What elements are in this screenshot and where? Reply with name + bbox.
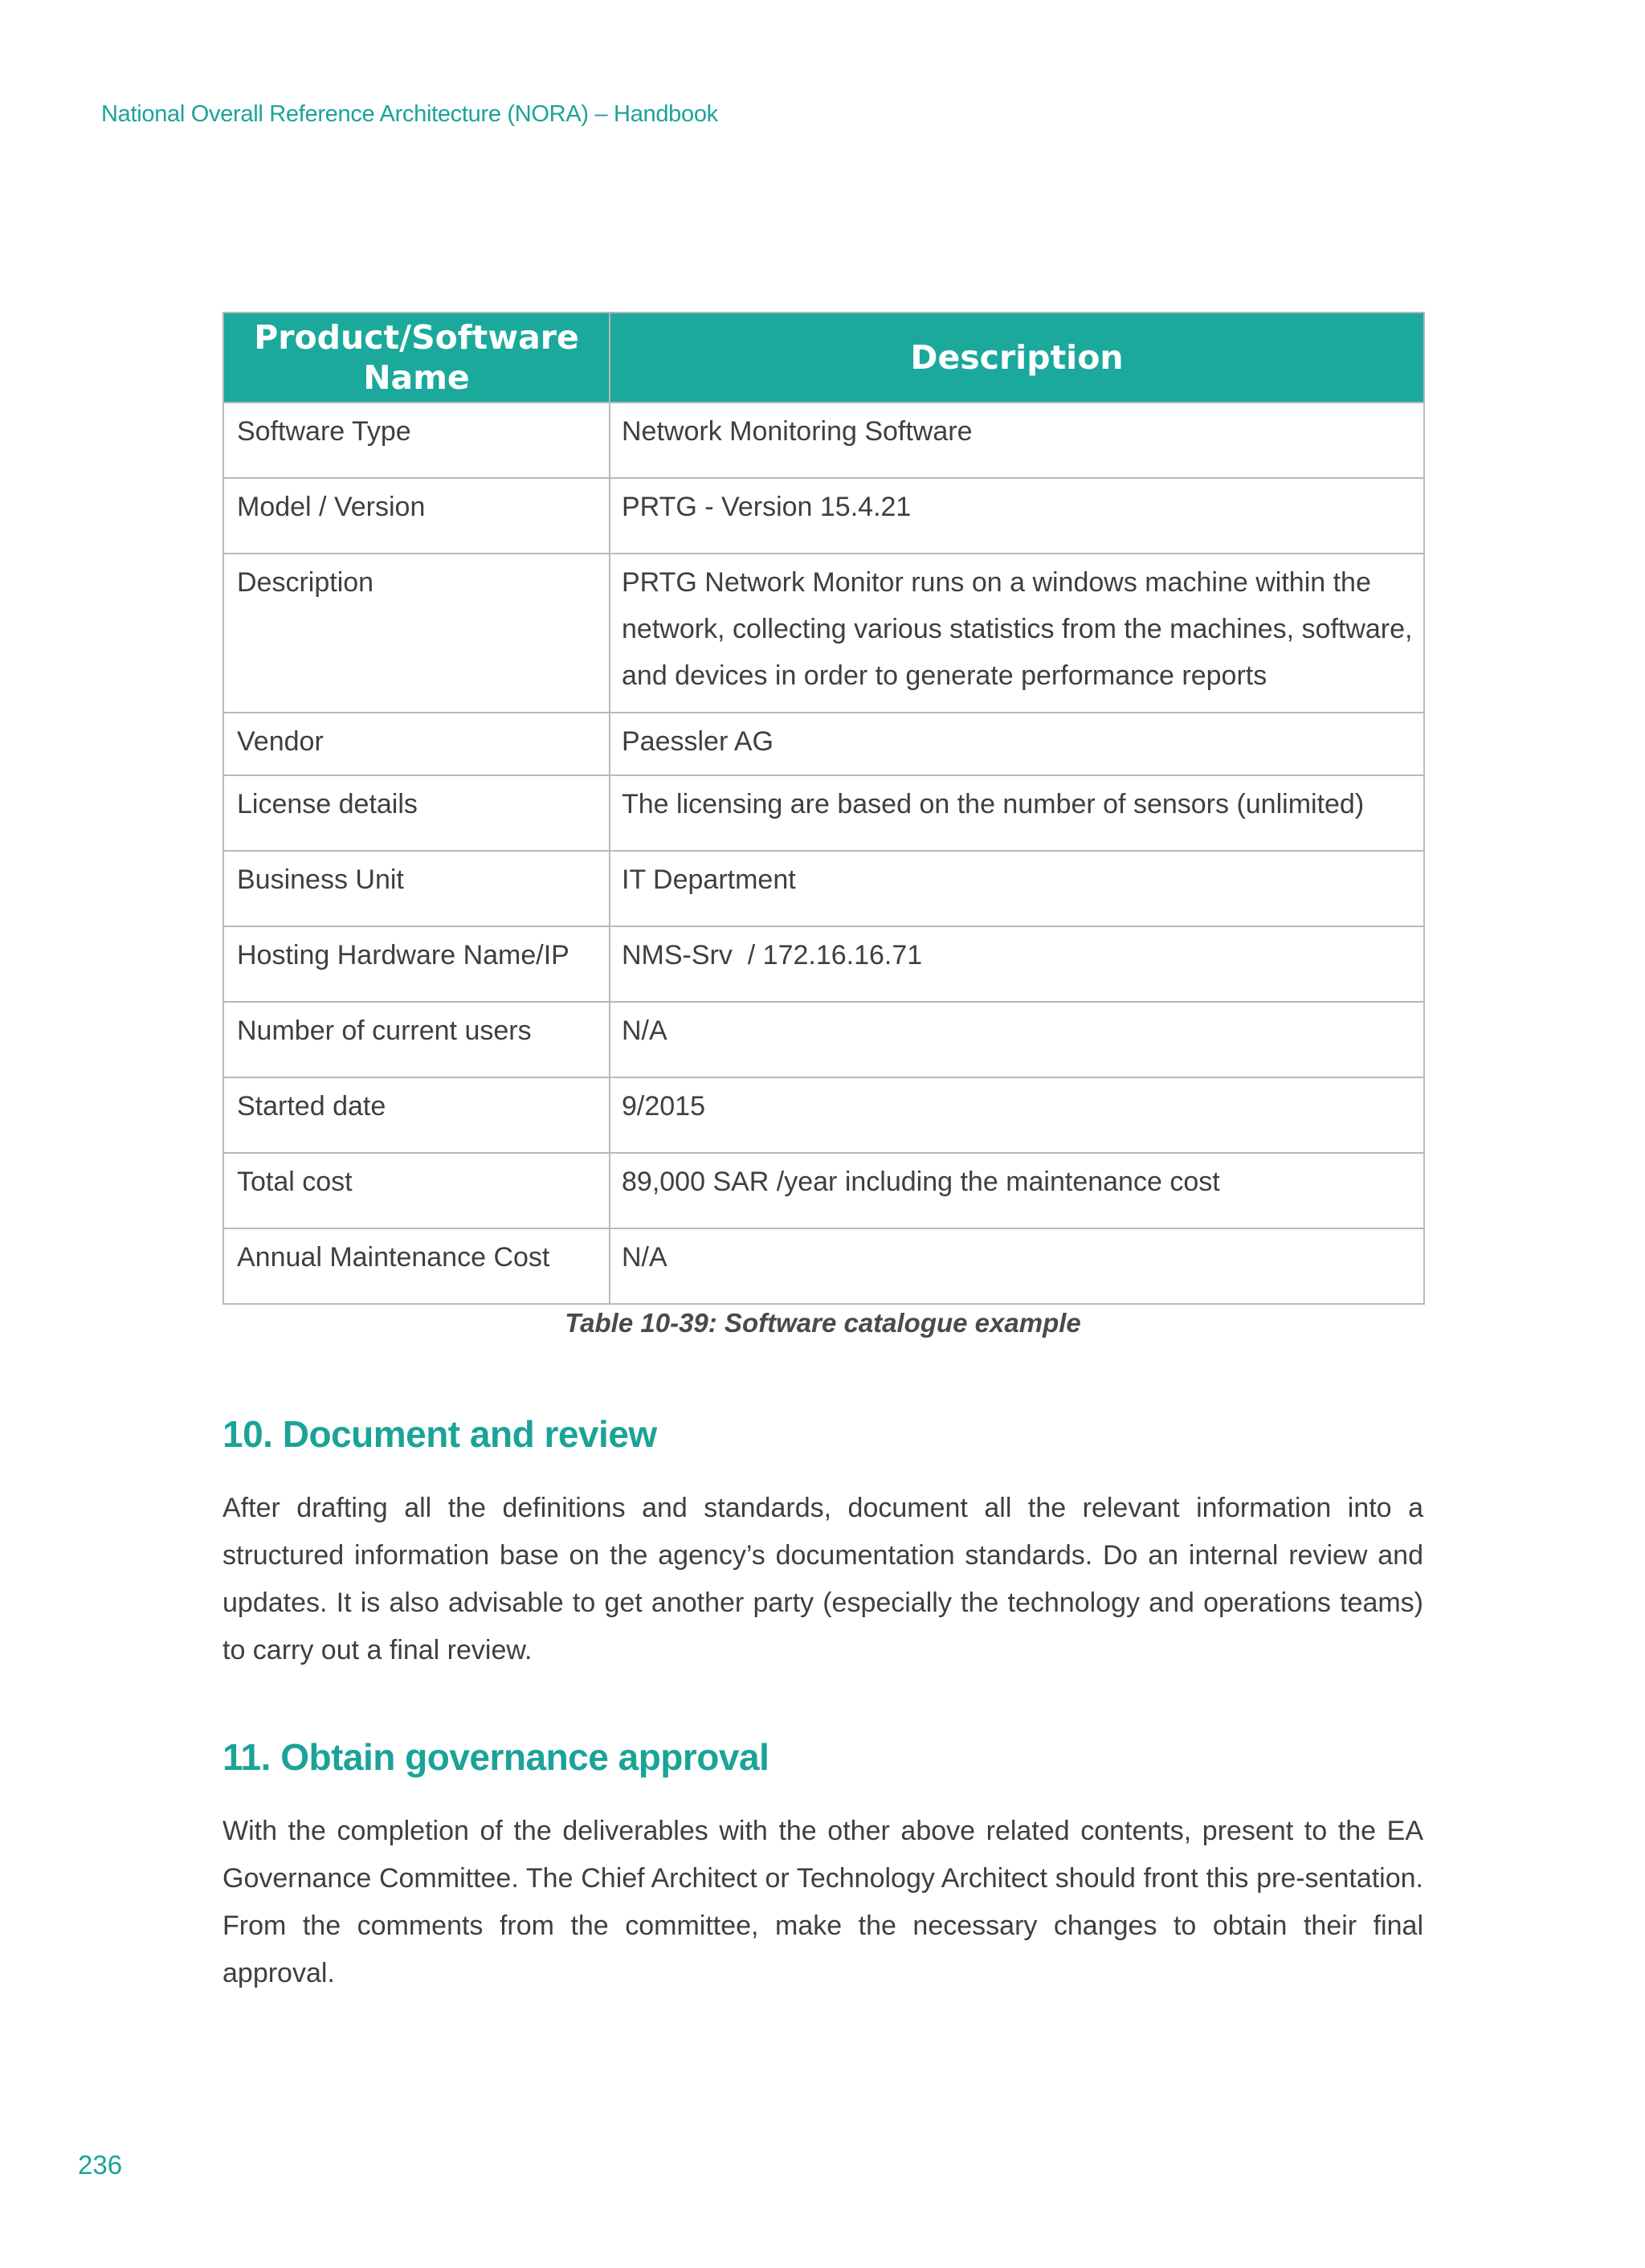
row-label: Hosting Hardware Name/IP: [223, 926, 610, 1002]
table-row: [223, 403, 1424, 478]
row-label: Annual Maintenance Cost: [223, 1228, 610, 1304]
table-row: [223, 554, 1424, 713]
row-label: Vendor: [223, 713, 610, 775]
software-catalogue-table: [222, 312, 1425, 1305]
row-label: Business Unit: [223, 851, 610, 926]
table-row: [223, 775, 1424, 851]
row-value: The licensing are based on the number of sensors (unlimited): [610, 775, 1424, 851]
table-row: [223, 1002, 1424, 1077]
section-heading-document-review: 10. Document and review: [222, 1413, 657, 1455]
table-caption: Table 10-39: Software catalogue example: [565, 1308, 1081, 1338]
table-row: [223, 478, 1424, 554]
table-row: [223, 851, 1424, 926]
column-header-name: Product/Software Name: [223, 313, 610, 403]
row-label: Number of current users: [223, 1002, 610, 1077]
row-value: 89,000 SAR /year including the maintenance cost: [610, 1153, 1424, 1228]
section-body-governance-approval: With the completion of the deliverables with the other above related contents, present to the EA Governance Committee. The Chief Architect or Technology Architect should front this pre-sentation. From the comments from the committee, make the necessary changes to obtain their final approval.: [222, 1816, 1423, 1988]
row-label: Total cost: [223, 1153, 610, 1228]
row-value: IT Department: [610, 851, 1424, 926]
table-row: [223, 926, 1424, 1002]
running-header-title: National Overall Reference Architecture (NORA) – Handbook: [101, 101, 718, 127]
row-label: Model / Version: [223, 478, 610, 554]
row-label: Description: [223, 554, 610, 713]
column-header-description: Description: [610, 313, 1424, 403]
table-row: [223, 1228, 1424, 1304]
row-value: PRTG Network Monitor runs on a windows machine within the network, collecting various statistics from the machines, software, and devices in order to generate performance reports: [610, 554, 1424, 713]
table-header-row: [223, 313, 1424, 403]
row-value: Network Monitoring Software: [610, 403, 1424, 478]
section-body-document-review: After drafting all the definitions and standards, document all the relevant information into a structured information base on the agency’s documentation standards. Do an internal review and updates. It is also advisable to get another party (especially the technology and operations teams) to carry out a final review.: [222, 1493, 1423, 1665]
row-value: 9/2015: [610, 1077, 1424, 1153]
row-value: NMS-Srv / 172.16.16.71: [610, 926, 1424, 1002]
row-value: Paessler AG: [610, 713, 1424, 775]
row-value: PRTG - Version 15.4.21: [610, 478, 1424, 554]
page-number: 236: [78, 2150, 123, 2180]
row-label: License details: [223, 775, 610, 851]
row-label: Software Type: [223, 403, 610, 478]
section-heading-governance-approval: 11. Obtain governance approval: [222, 1736, 769, 1778]
row-value: N/A: [610, 1228, 1424, 1304]
row-value: N/A: [610, 1002, 1424, 1077]
table-row: [223, 1077, 1424, 1153]
row-label: Started date: [223, 1077, 610, 1153]
table-row: [223, 713, 1424, 775]
table-row: [223, 1153, 1424, 1228]
